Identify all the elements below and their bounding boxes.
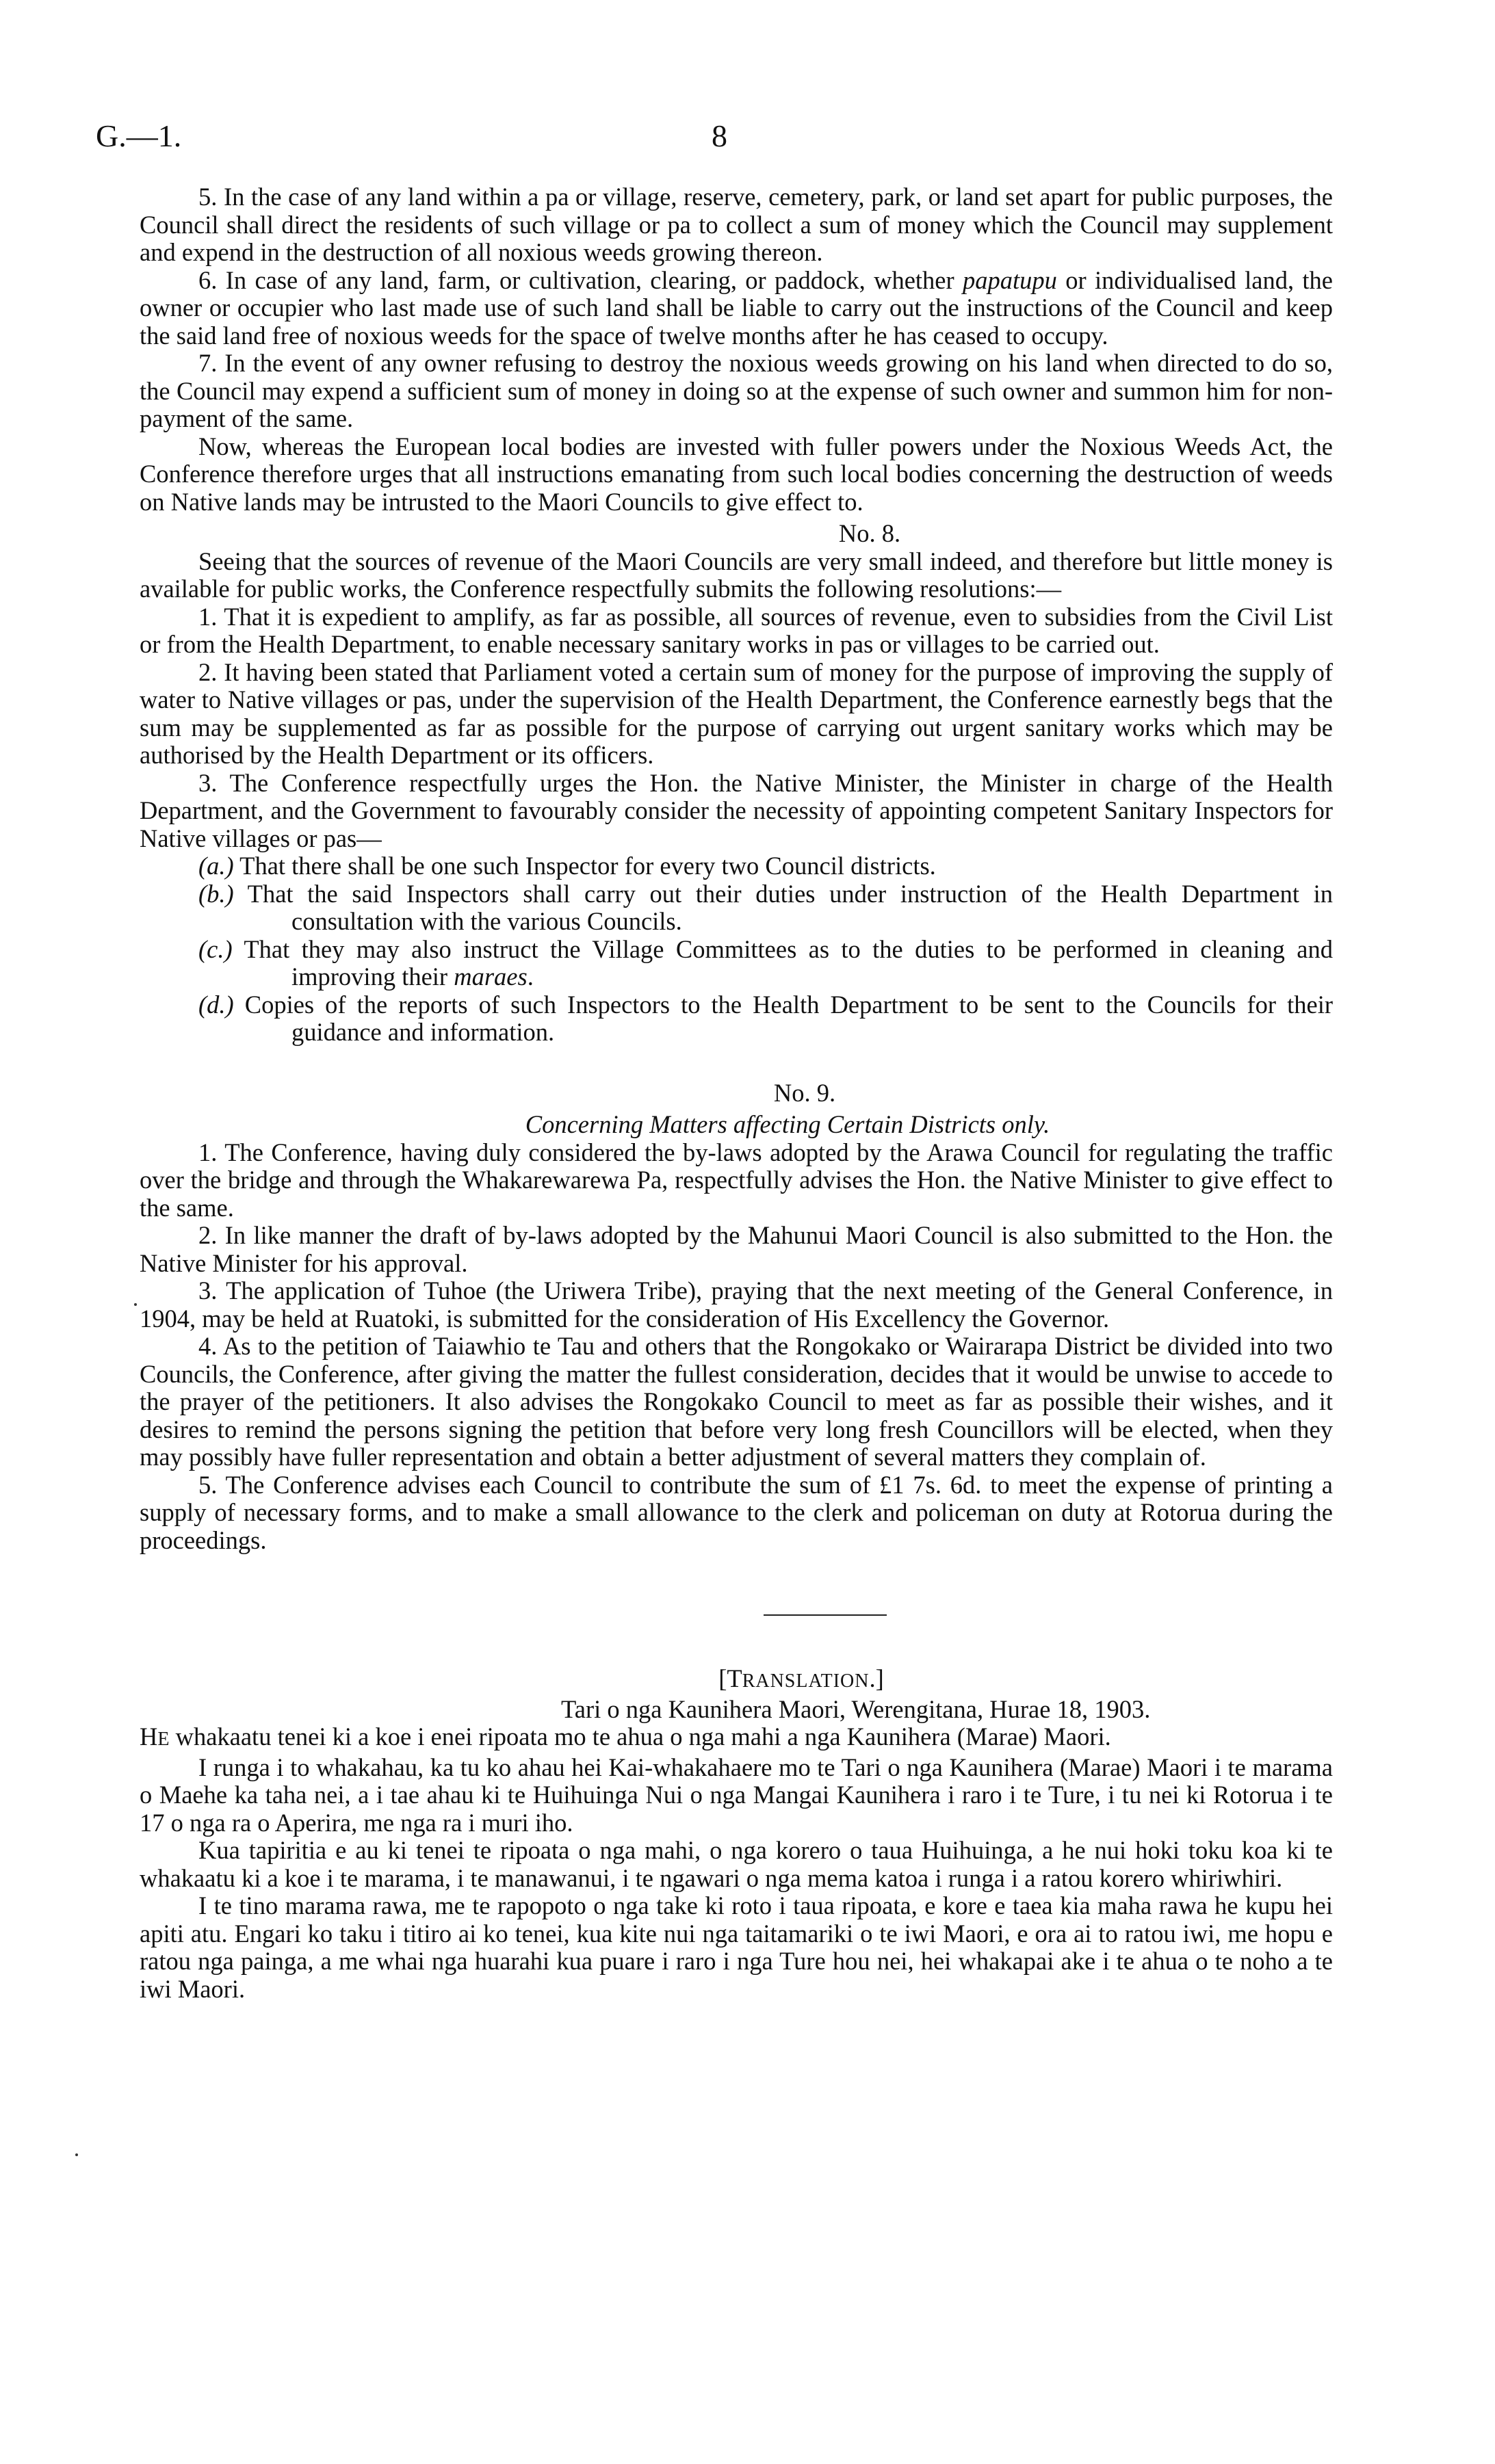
no9-resolution-4: 4. As to the petition of Taiawhio te Tau and others that the Rongokako or Wairarapa District be divided into two Councils, the Conference, after giving the matter the fullest consideration, decides that it would be unwise to accede to the prayer of the petitioners. It also advises the Rongokako Council to meet as far as possible their wishes, and it desires to remind the persons signing the petition that before very long fresh Councillors will be elected, when they may possibly have fuller representation and obtain a better adjustment of several matters they complain of.	[140, 1332, 1333, 1471]
no8-item-b: (b.) That the said Inspectors shall carry out their duties under instruction of the Health Department in consultation with the various Councils.	[198, 879, 1333, 935]
no8-resolution-2: 2. It having been stated that Parliament voted a certain sum of money for the purpose of improving the supply of water to Native villages or pas, under the supervision of the Health Department, the Conference earnestly begs that the sum may be supplemented as far as possible for the purpose of carrying out urgent sanitary works which may be authorised by the Health Department or its officers.	[140, 657, 1333, 769]
translation-paragraph-4: I te tino marama rawa, me te rapopoto o nga take ki roto i taua ripoata, e kore e taea kia maha rawa he kupu hei apiti atu. Engari ko taku i titiro ai ko tenei, kua kite nui nga taitamariki o te iwi Maori, e ora ai to ratou iwi, me hopu e ratou nga painga, a me whai nga huarahi kua puare i raro i nga Ture hou nei, hei whakapai ake i te ahua o te noho a te iwi Maori.	[140, 1891, 1333, 2003]
page-header	[96, 118, 1396, 159]
translation-paragraph-3: Kua tapiritia e au ki tenei te ripoata o nga mahi, o nga korero o taua Huihuinga, a he nui hoki toku koa ki te whakaatu ki a koe i te marama, i te manawanui, i te ngawari o nga mema katoa i runga i a ratou korero whiriwhiri.	[140, 1836, 1333, 1892]
no9-resolution-2: 2. In like manner the draft of by-laws adopted by the Mahunui Maori Council is also submitted to the Hon. the Native Minister for his approval.	[140, 1221, 1333, 1277]
no8-item-a: (a.) That there shall be one such Inspector for every two Council districts.	[198, 852, 936, 880]
paragraph-now-whereas: Now, whereas the European local bodies are invested with fuller powers under the Noxious Weeds Act, the Conference therefore urges that all instructions emanating from such local bodies concerning the destruction of weeds on Native lands may be intrusted to the Maori Councils to give effect to.	[140, 432, 1333, 516]
page-number: 8	[712, 118, 727, 153]
document-body	[140, 183, 1333, 2003]
no9-resolution-1: 1. The Conference, having duly considered the by-laws adopted by the Arawa Council for regulating the traffic over the bridge and through the Whakarewarewa Pa, respectfully advises the Hon. the Native Minister to give effect to the same.	[140, 1138, 1333, 1222]
translation-address: Tari o nga Kaunihera Maori, Werengitana, Hurae 18, 1903.	[561, 1694, 1151, 1723]
translation-paragraph-1: HE whakaatu tenei ki a koe i enei ripoata mo te ahua o nga mahi a nga Kaunihera (Marae) Maori.	[140, 1722, 1111, 1751]
paragraph-7: 7. In the event of any owner refusing to destroy the noxious weeds growing on his land when directed to do so, the Council may expend a sufficient sum of money in doing so at the expense of such owner and summon him for non-payment of the same.	[140, 349, 1333, 432]
no9-resolution-5: 5. The Conference advises each Council to contribute the sum of £1 7s. 6d. to meet the expense of printing a supply of necessary forms, and to make a small allowance to the clerk and policeman on duty at Rotorua during the proceedings.	[140, 1470, 1333, 1554]
no8-item-d: (d.) Copies of the reports of such Inspectors to the Health Department to be sent to the Councils for their guidance and information.	[198, 990, 1333, 1046]
paragraph-5: 5. In the case of any land within a pa or village, reserve, cemetery, park, or land set apart for public purposes, the Council shall direct the residents of such village or pa to collect a sum of money which the Council may supplement and expend in the destruction of all noxious weeds growing thereon.	[140, 183, 1333, 266]
series-reference: G.—1.	[96, 118, 182, 153]
term-papatupu: papatupu	[963, 265, 1057, 294]
no8-item-c: (c.) That they may also instruct the Village Committees as to the duties to be performed in cleaning and improving their maraes.	[198, 934, 1333, 991]
translation-heading: [TRANSLATION.]	[718, 1664, 884, 1692]
section-divider	[764, 1614, 887, 1616]
translation-paragraph-2: I runga i to whakahau, ka tu ko ahau hei Kai-whakahaere mo te Tari o nga Kaunihera (Marae) Maori i te marama o Maehe ka taha nei, a i tae ahau ki te Huihuinga Nui o nga Mangai Kaunihera i raro i te Ture, i tu nei ki Rotorua i te 17 o nga ra o Aperira, me nga ra i muri iho.	[140, 1753, 1333, 1837]
no8-resolution-3: 3. The Conference respectfully urges the Hon. the Native Minister, the Minister in charge of the Health Department, and the Government to favourably consider the necessity of appointing competent Sanitary Inspectors for Native villages or pas—	[140, 768, 1333, 852]
no9-resolution-3: 3. The application of Tuhoe (the Uriwera Tribe), praying that the next meeting of the General Conference, in 1904, may be held at Ruatoki, is submitted for the consideration of His Excellency the Governor.	[140, 1276, 1333, 1333]
stray-print-mark	[134, 1303, 137, 1306]
paragraph-6: 6. In case of any land, farm, or cultivation, clearing, or paddock, whether papatupu or individualised land, the owner or occupier who last made use of such land shall be liable to carry out the instructions of the Council and keep the said land free of noxious weeds for the space of twelve months after he has ceased to occupy.	[140, 265, 1333, 350]
no8-intro: Seeing that the sources of revenue of the Maori Councils are very small indeed, and therefore but little money is available for public works, the Conference respectfully submits the following resolutions:—	[140, 547, 1333, 603]
heading-no-8: No. 8.	[838, 519, 901, 547]
heading-no-9: No. 9.	[773, 1078, 836, 1107]
stray-print-mark	[75, 2153, 78, 2156]
no8-resolution-1: 1. That it is expedient to amplify, as far as possible, all sources of revenue, even to subsidies from the Civil List or from the Health Department, to enable necessary sanitary works in pas or villages to be carried out.	[140, 602, 1333, 658]
subheading-no-9: Concerning Matters affecting Certain Districts only.	[525, 1110, 1050, 1138]
